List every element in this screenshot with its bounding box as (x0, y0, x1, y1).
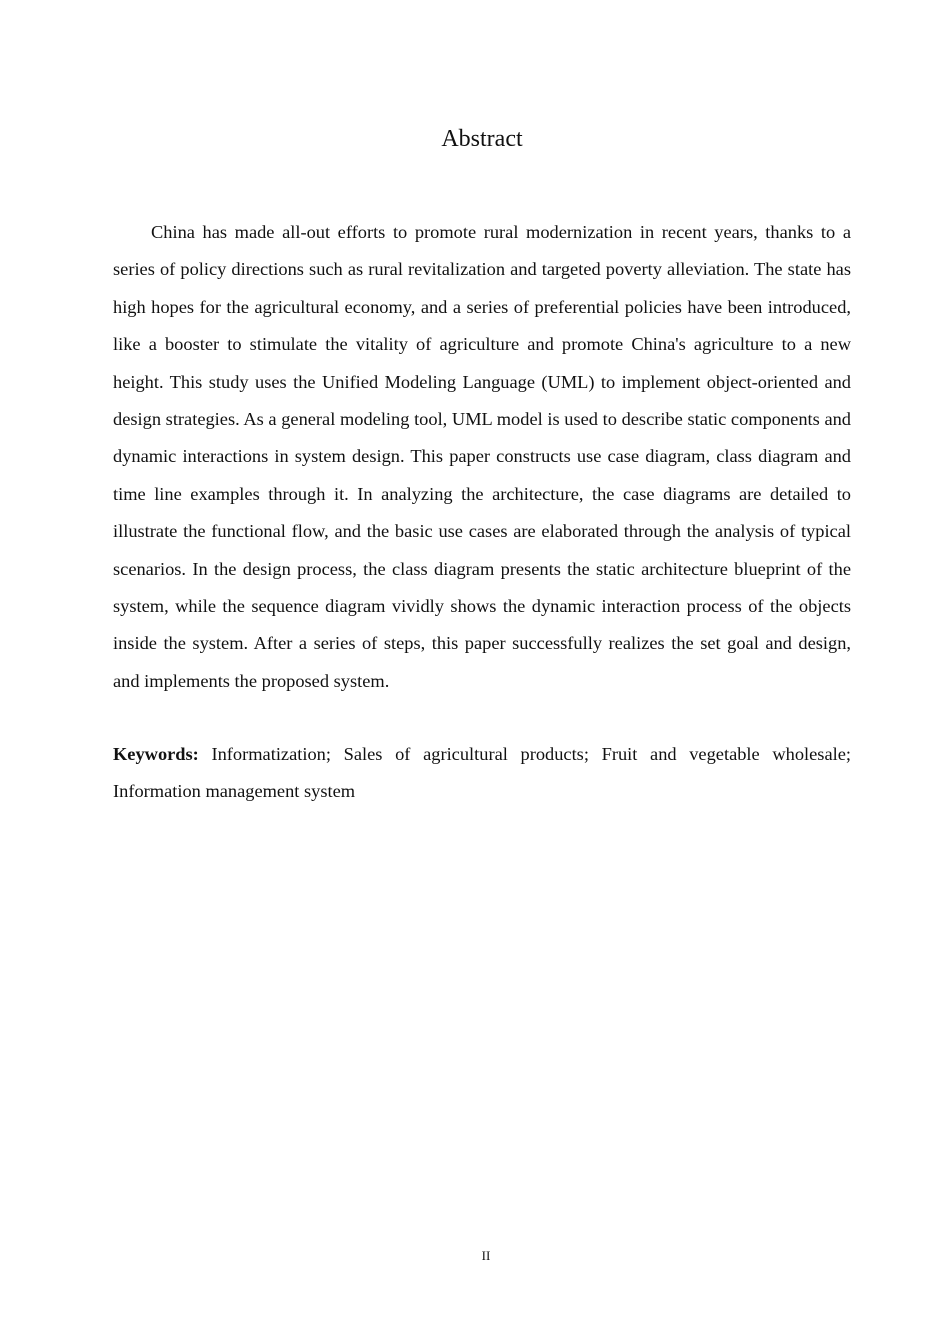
keywords-text: Informatization; Sales of agricultural products; Fruit and vegetable wholesale; Information management system (113, 744, 851, 801)
keywords-label: Keywords: (113, 744, 199, 764)
keywords-line (113, 736, 851, 810)
abstract-paragraph: China has made all-out efforts to promote rural modernization in recent years, thanks to a series of policy directions such as rural revitalization and targeted poverty alleviation. The state has high hopes for the agricultural economy, and a series of preferential policies have been introduced, like a booster to stimulate the vitality of agriculture and promote China's agriculture to a new height. This study uses the Unified Modeling Language (UML) to implement object-oriented and design strategies. As a general modeling tool, UML model is used to describe static components and dynamic interactions in system design. This paper constructs use case diagram, class diagram and time line examples through it. In analyzing the architecture, the case diagrams are detailed to illustrate the functional flow, and the basic use cases are elaborated through the analysis of typical scenarios. In the design process, the class diagram presents the static architecture blueprint of the system, while the sequence diagram vividly shows the dynamic interaction process of the objects inside the system. After a series of steps, this paper successfully realizes the set goal and design, and implements the proposed system. (113, 222, 851, 691)
abstract-title: Abstract (441, 126, 523, 152)
page-number: II (481, 1248, 491, 1263)
